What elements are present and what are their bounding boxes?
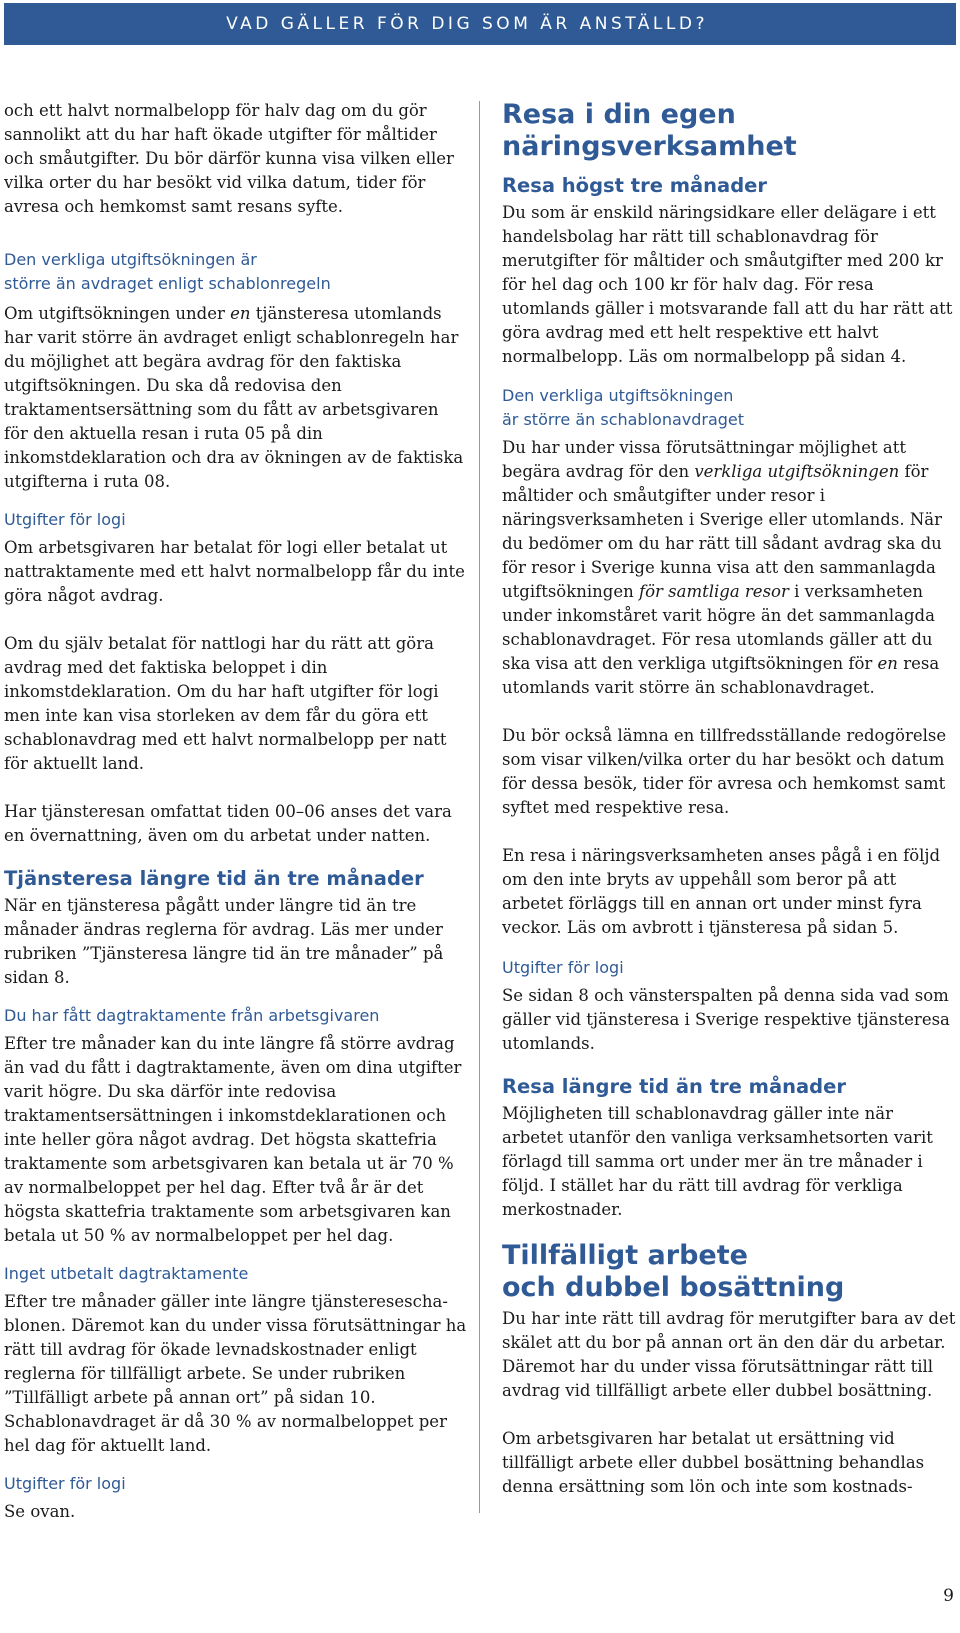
pagar-paragraph: En resa i näringsverksamheten anses pågå i en följd om den inte bryts av uppehåll som beror på att arbetet förläggs till en annan ort under minst fyra veckor. Läs om avbrott i tjänsteresa på sidan 5. bbox=[502, 846, 941, 937]
heading-resa-hogst-tre-manader: Resa högst tre månader bbox=[502, 174, 768, 197]
heading-resa-langre: Resa längre tid än tre månader bbox=[502, 1075, 846, 1098]
hogst-paragraph: Du som är enskild näringsidkare eller delägare i ett handelsbolag har rätt till schablonavdrag för merutgifter för måltider och småutgifter med 200 kr för hel dag och 100 kr för halv dag. För resa utomlands gäller i motsvarande fall att du har rätt att göra avdrag med ett helt respektive ett halvt normalbelopp. Läs om normalbelopp på sidan 4. bbox=[502, 203, 953, 366]
tillfalligt-paragraph-2: Om arbetsgivaren har betalat ut ersättning vid tillfälligt arbete eller dubbel bosättning behandlas denna ersättning som lön och inte som kostnads- bbox=[502, 1429, 925, 1496]
dagtraktamente-paragraph: Efter tre månader kan du inte längre få större avdrag än vad du fått i dagtraktamente, även om dina utgifter varit högre. Du ska därför inte redovisa traktamentsersättningen i inkomstdeklarationen och inte heller göra något avdrag. Det högsta skattefria traktamente som arbetsgivaren kan betala ut är 70 % av normalbeloppet per hel dag. Efter två år är det högsta skattefria traktamente som arbetsgivaren kan betala ut 50 % av normalbeloppet per hel dag. bbox=[4, 1034, 462, 1245]
tjansteresa-paragraph: När en tjänsteresa pågått under längre tid än tre månader ändras reglerna för avdrag. Läs mer under rubriken ”Tjänsteresa längre tid än tre månader” på sidan 8. bbox=[4, 896, 444, 987]
inget-paragraph: Efter tre månader gäller inte längre tjänstereseschablonen. Däremot kan du under vissa förutsättningar ha rätt till avdrag för ökade levnadskostnader enligt reglerna för tillfälligt arbete. Se under rubriken ”Tillfälligt arbete på annan ort” på sidan 10. Schablonavdraget är då 30 % av normalbeloppet per hel dag för aktuellt land. bbox=[4, 1292, 467, 1455]
heading-dagtraktamente: Du har fått dagtraktamente från arbetsgivaren bbox=[4, 1006, 380, 1025]
heading-verkliga-utgiftsokningen: Den verkliga utgiftsökningen är större än avdraget enligt schablonregeln bbox=[4, 250, 331, 293]
intro-paragraph: och ett halvt normalbelopp för halv dag om du gör sannolikt att du har haft ökade utgifter för måltider och småutgifter. Du bör därför kunna visa vilken eller vilka orter du har besökt vid vilka datum, tider för avresa och hemkomst samt resans syfte. bbox=[4, 101, 454, 216]
logi-paragraph-3: Har tjänsteresan omfattat tiden 00–06 anses det vara en övernattning, även om du arbetat under natten. bbox=[4, 802, 452, 845]
heading-tillfalligt-arbete: Tillfälligt arbete och dubbel bosättning bbox=[502, 1240, 845, 1303]
column-divider bbox=[479, 101, 480, 1513]
redogorelse-paragraph: Du bör också lämna en tillfredsställande redogörelse som visar vilken/vilka orter du har besökt och datum för dessa besök, tider för avresa och hemkomst samt syftet med respektive resa. bbox=[502, 726, 947, 817]
heading-verkliga-utgiftsokningen-right: Den verkliga utgiftsökningen är större än schablonavdraget bbox=[502, 386, 745, 429]
heading-resa-naringsverksamhet: Resa i din egen näringsverksamhet bbox=[502, 99, 797, 162]
left-column bbox=[4, 99, 467, 1524]
logi-paragraph-1: Om arbetsgivaren har betalat för logi eller betalat ut nattraktamente med ett halvt normalbelopp får du inte göra något avdrag. bbox=[4, 538, 465, 605]
heading-inget-dagtraktamente: Inget utbetalt dagtraktamente bbox=[4, 1264, 249, 1283]
verkliga-right-paragraph: Du har under vissa förutsättningar möjlighet att begära avdrag för den verkliga utgiftsökningen för måltider och småutgifter under resor i näringsverksamheten i Sverige eller utomlands. När du bedömer om du har rätt till sådant avdrag ska du för resor i Sverige kunna visa att den sammanlagda utgiftsökningen för samtliga resor i verksamheten under inkomståret varit högre än det sammanlagda schablonavdraget. För resa utomlands gäller att du ska visa att den verkliga utgiftsökningen för en resa utomlands varit större än schablonavdraget. bbox=[502, 438, 942, 697]
heading-tjansteresa-langre: Tjänsteresa längre tid än tre månader bbox=[4, 867, 424, 890]
heading-utgifter-logi: Utgifter för logi bbox=[4, 510, 126, 529]
right-column bbox=[502, 99, 956, 1499]
heading-utgifter-logi-2: Utgifter för logi bbox=[4, 1474, 126, 1493]
banner-title: VAD GÄLLER FÖR DIG SOM ÄR ANSTÄLLD? bbox=[226, 14, 708, 34]
verkliga-paragraph: Om utgiftsökningen under en tjänsteresa utomlands har varit större än avdraget enligt schablonregeln har du möjlighet att begära avdrag för den faktiska utgiftsökningen. Du ska då redovisa den traktamentsersättning som du fått av arbetsgivaren för den aktuella resan i ruta 05 på din inkomstdeklaration och dra av ökningen av de faktiska utgifterna i ruta 08. bbox=[4, 304, 464, 491]
page-number: 9 bbox=[943, 1586, 954, 1606]
langre-paragraph: Möjligheten till schablonavdrag gäller inte när arbetet utanför den vanliga verksamhetsorten varit förlagd till samma ort under mer än tre månader i följd. I stället har du rätt till avdrag för verkliga merkostnader. bbox=[502, 1104, 933, 1219]
logi-right-paragraph: Se sidan 8 och vänsterspalten på denna sida vad som gäller vid tjänsteresa i Sverige respektive tjänsteresa utomlands. bbox=[502, 986, 950, 1053]
section-banner bbox=[4, 3, 956, 45]
logi-paragraph-2: Om du själv betalat för nattlogi har du rätt att göra avdrag med det faktiska beloppet i din inkomstdeklaration. Om du har haft utgifter för logi men inte kan visa storleken av dem får du göra ett schablonavdrag med ett halvt normalbelopp per natt för aktuellt land. bbox=[4, 634, 447, 773]
logi2-paragraph: Se ovan. bbox=[4, 1502, 76, 1521]
tillfalligt-paragraph-1: Du har inte rätt till avdrag för merutgifter bara av det skälet att du bor på annan ort än den där du arbetar. Däremot har du under vissa förutsättningar rätt till avdrag vid tillfälligt arbete eller dubbel bosättning. bbox=[502, 1309, 956, 1400]
heading-utgifter-logi-right: Utgifter för logi bbox=[502, 958, 624, 977]
